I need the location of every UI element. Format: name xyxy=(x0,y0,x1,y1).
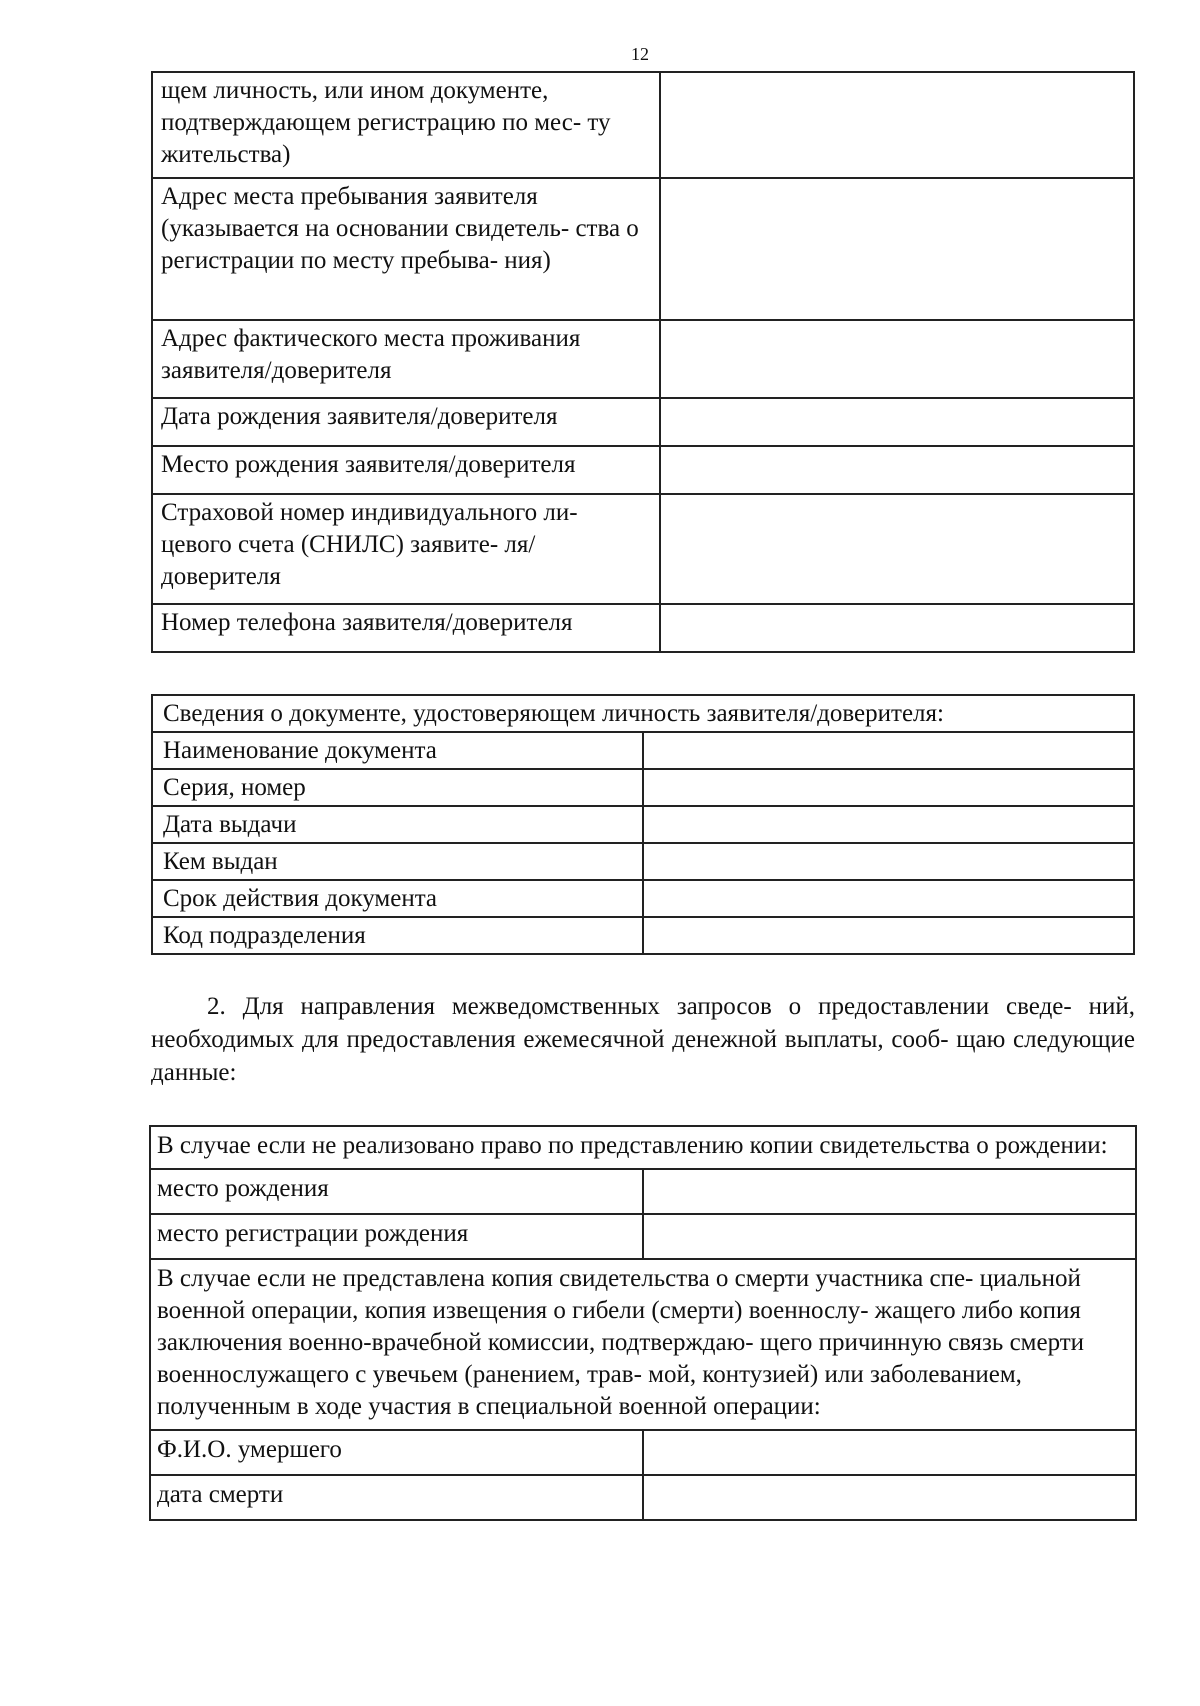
table-row xyxy=(152,178,1134,320)
row-value-field[interactable] xyxy=(643,1214,1136,1259)
row-value-field[interactable] xyxy=(643,732,1134,769)
row-label: Кем выдан xyxy=(152,843,643,880)
id-document-header: Сведения о документе, удостоверяющем личность заявителя/доверителя: xyxy=(152,695,1134,732)
table-row xyxy=(152,320,1134,398)
paragraph-2: 2. Для направления межведомственных запросов о предоставлении сведе- ний, необходимых для предоставления ежемесячной денежной выплаты, сооб- щаю следующие данные: xyxy=(151,993,1135,1086)
table-header-row xyxy=(150,1126,1136,1169)
table-row xyxy=(152,398,1134,446)
row-label: Страховой номер индивидуального ли- цевого счета (СНИЛС) заявите- ля/доверителя xyxy=(152,494,660,604)
row-label: Место рождения заявителя/доверителя xyxy=(152,446,660,494)
interagency-data-table xyxy=(149,1125,1137,1521)
row-label: место регистрации рождения xyxy=(150,1214,643,1259)
death-section-header: В случае если не представлена копия свидетельства о смерти участника спе- циальной военной операции, копия извещения о гибели (смерти) военнослу- жащего либо копия заключения военно-врачебной комиссии, подтверждаю- щего причинную связь смерти военнослужащего с увечьем (ранением, трав- мой, контузией) или заболеванием, полученным в ходе участия в специальной военной операции: xyxy=(150,1259,1136,1430)
table-header-row xyxy=(152,695,1134,732)
row-value-field[interactable] xyxy=(643,1430,1136,1475)
row-label: Серия, номер xyxy=(152,769,643,806)
table-row xyxy=(152,843,1134,880)
row-label: щем личность, или ином документе, подтверждающем регистрацию по мес- ту жительства) xyxy=(152,72,660,178)
row-label: Наименование документа xyxy=(152,732,643,769)
row-value-field[interactable] xyxy=(660,446,1134,494)
table-row xyxy=(150,1475,1136,1520)
table-row xyxy=(152,806,1134,843)
id-document-table xyxy=(151,694,1135,955)
row-label: дата смерти xyxy=(150,1475,643,1520)
row-value-field[interactable] xyxy=(660,72,1134,178)
row-label: Код подразделения xyxy=(152,917,643,954)
page-number: 12 xyxy=(631,44,649,64)
row-label: Адрес фактического места проживания заявителя/доверителя xyxy=(152,320,660,398)
row-value-field[interactable] xyxy=(660,494,1134,604)
row-label: Дата рождения заявителя/доверителя xyxy=(152,398,660,446)
table-row xyxy=(150,1430,1136,1475)
table-row xyxy=(152,72,1134,178)
row-value-field[interactable] xyxy=(643,880,1134,917)
row-value-field[interactable] xyxy=(660,320,1134,398)
table-row xyxy=(152,880,1134,917)
row-value-field[interactable] xyxy=(643,806,1134,843)
table-row xyxy=(150,1169,1136,1214)
table-row xyxy=(150,1214,1136,1259)
row-value-field[interactable] xyxy=(643,1169,1136,1214)
row-value-field[interactable] xyxy=(660,398,1134,446)
row-value-field[interactable] xyxy=(643,917,1134,954)
row-label: Дата выдачи xyxy=(152,806,643,843)
row-value-field[interactable] xyxy=(643,1475,1136,1520)
table-row xyxy=(152,604,1134,652)
row-value-field[interactable] xyxy=(660,178,1134,320)
row-label: Ф.И.О. умершего xyxy=(150,1430,643,1475)
table-row xyxy=(152,769,1134,806)
table-row xyxy=(152,732,1134,769)
row-label: Номер телефона заявителя/доверителя xyxy=(152,604,660,652)
birth-section-header: В случае если не реализовано право по представлению копии свидетельства о рождении: xyxy=(150,1126,1136,1169)
row-label: Адрес места пребывания заявителя (указывается на основании свидетель- ства о регистрации по месту пребыва- ния) xyxy=(152,178,660,320)
table-row xyxy=(152,446,1134,494)
table-header-row xyxy=(150,1259,1136,1430)
row-value-field[interactable] xyxy=(643,769,1134,806)
row-label: Срок действия документа xyxy=(152,880,643,917)
table-row xyxy=(152,494,1134,604)
row-value-field[interactable] xyxy=(643,843,1134,880)
row-label: место рождения xyxy=(150,1169,643,1214)
row-value-field[interactable] xyxy=(660,604,1134,652)
applicant-data-table xyxy=(151,71,1135,653)
table-row xyxy=(152,917,1134,954)
